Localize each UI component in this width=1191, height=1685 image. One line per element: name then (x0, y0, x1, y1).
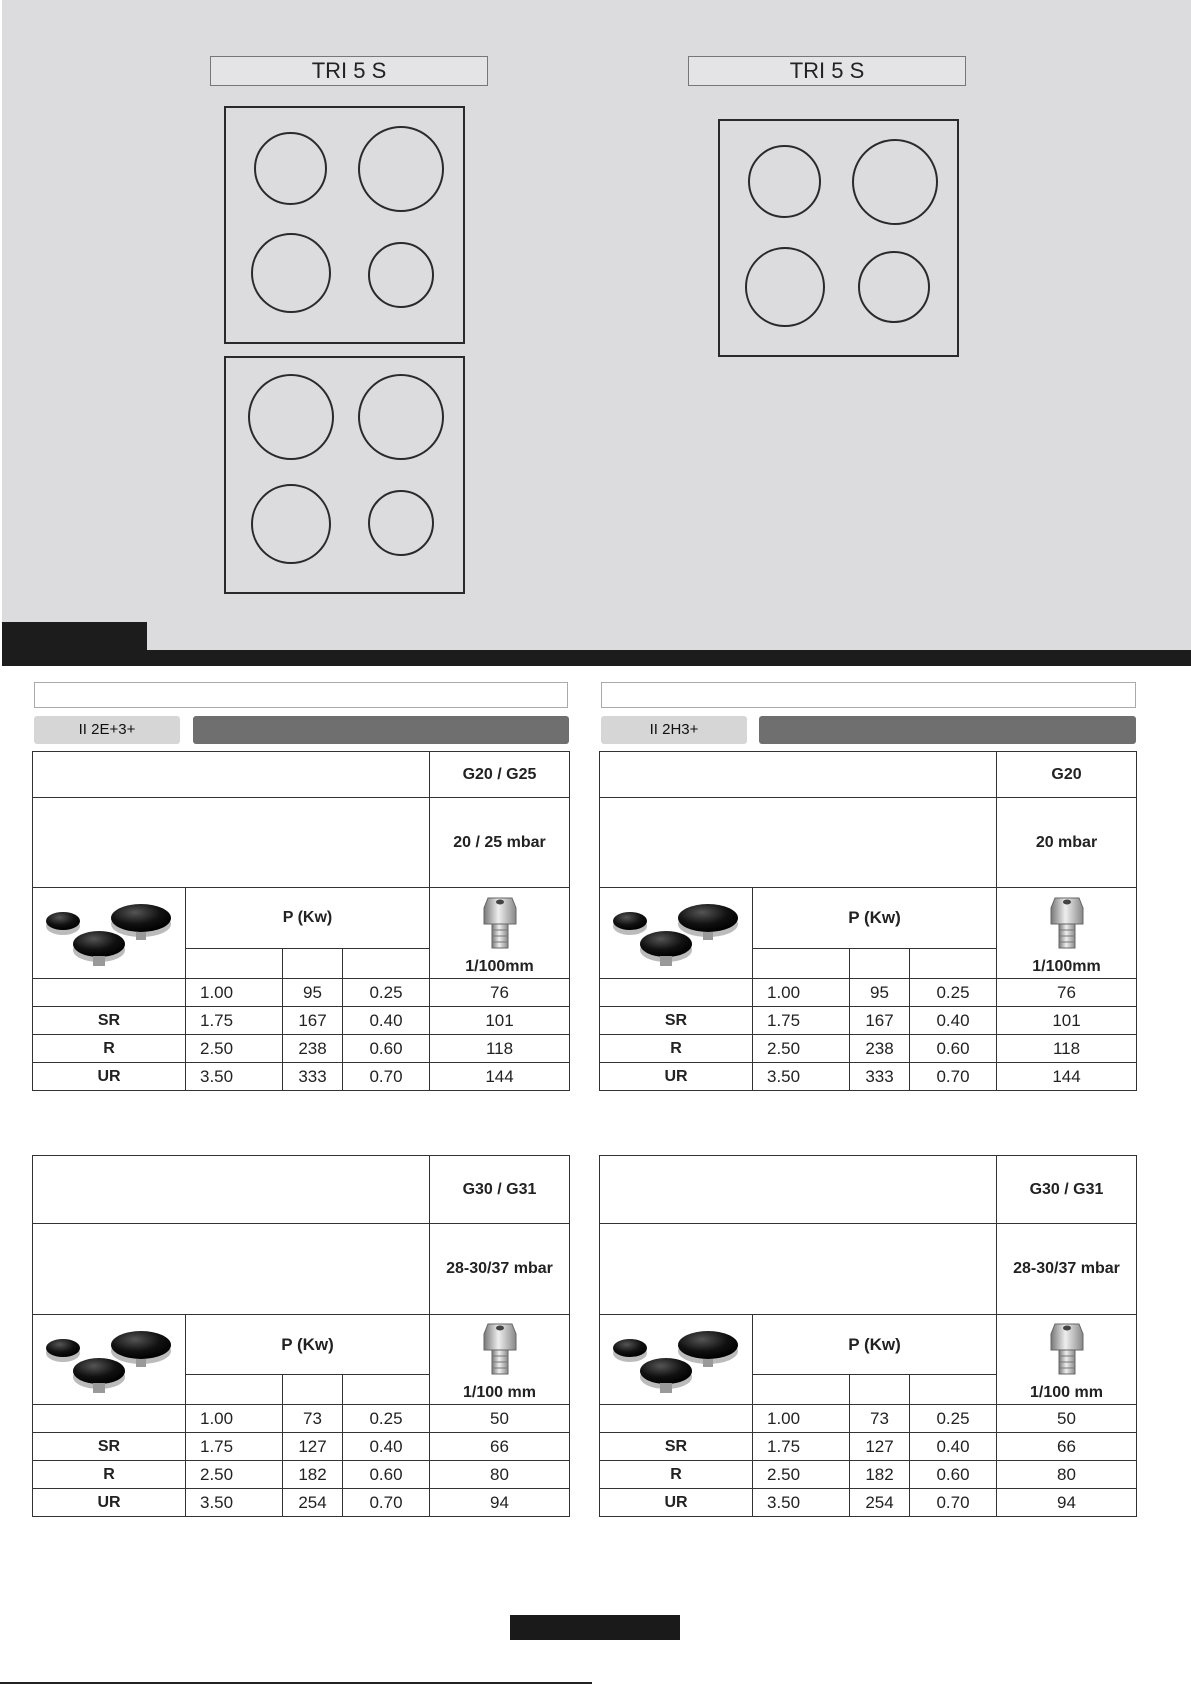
gas-category-label-right: II 2H3+ (601, 716, 747, 744)
gas-type-cell: G30 / G31 (997, 1156, 1137, 1224)
injector-cell: 94 (997, 1489, 1137, 1517)
value-cell: 0.40 (910, 1007, 997, 1035)
injector-cell: 66 (997, 1433, 1137, 1461)
burner-circle (368, 242, 434, 308)
gas-pressure-cell: 20 / 25 mbar (430, 798, 570, 888)
value-cell: 0.25 (910, 979, 997, 1007)
value-cell: 0.60 (910, 1461, 997, 1489)
burner-caps-image-cell (600, 1315, 753, 1405)
value-cell: 127 (283, 1433, 343, 1461)
hob-layout-left-top (224, 106, 465, 344)
table-row (33, 1433, 570, 1461)
value-cell: 95 (283, 979, 343, 1007)
injector-cell: 76 (997, 979, 1137, 1007)
injector-cell: 76 (430, 979, 570, 1007)
gas-category-label-left: II 2E+3+ (34, 716, 180, 744)
table-row (600, 979, 1137, 1007)
injector-cell: 144 (997, 1063, 1137, 1091)
gas-type-cell: G20 (997, 752, 1137, 798)
burner-caps-image (41, 1321, 171, 1399)
value-cell: 254 (283, 1489, 343, 1517)
subheader-cell (186, 949, 283, 979)
injector-cell: 50 (997, 1405, 1137, 1433)
burner-cell: UR (33, 1489, 186, 1517)
section-header-right (601, 682, 1136, 708)
power-kw-cell: 1.75 (753, 1433, 850, 1461)
burner-circle (368, 490, 434, 556)
burner-circle (251, 484, 331, 564)
injector-cell: 50 (430, 1405, 570, 1433)
burner-cell: SR (33, 1433, 186, 1461)
empty-header-cell (33, 1156, 430, 1224)
burner-circle (251, 233, 331, 313)
diagram-title-right: TRI 5 S (688, 56, 966, 86)
empty-header-cell (600, 752, 997, 798)
table-row (33, 1461, 570, 1489)
value-cell: 0.25 (910, 1405, 997, 1433)
value-cell: 254 (850, 1489, 910, 1517)
section-divider-bar (2, 650, 1191, 666)
injector-unit-label: 1/100mm (1032, 958, 1101, 975)
value-cell: 182 (283, 1461, 343, 1489)
burner-cell: SR (600, 1433, 753, 1461)
power-kw-cell: 1.75 (753, 1007, 850, 1035)
power-kw-cell: 2.50 (186, 1035, 283, 1063)
power-kw-cell: 2.50 (753, 1035, 850, 1063)
empty-header-cell (33, 752, 430, 798)
burner-cell: UR (600, 1063, 753, 1091)
empty-header-cell (600, 798, 997, 888)
injector-icon (1049, 894, 1085, 952)
injector-header-cell (430, 888, 570, 979)
table-row (600, 1007, 1137, 1035)
burner-caps-image-cell (33, 1315, 186, 1405)
injector-cell: 118 (430, 1035, 570, 1063)
value-cell: 333 (850, 1063, 910, 1091)
power-kw-cell: 3.50 (753, 1063, 850, 1091)
injector-unit-label: 1/100 mm (463, 1384, 536, 1401)
value-cell: 0.70 (910, 1489, 997, 1517)
power-header-cell: P (Kw) (753, 888, 997, 949)
burner-circle (745, 247, 825, 327)
diagram-panel (2, 0, 1191, 650)
injector-icon (482, 894, 518, 952)
subheader-cell (850, 949, 910, 979)
section-header-left (34, 682, 568, 708)
gas-pressure-cell: 28-30/37 mbar (430, 1224, 570, 1315)
value-cell: 167 (283, 1007, 343, 1035)
burner-cell (600, 1405, 753, 1433)
burner-cell (33, 979, 186, 1007)
injector-unit-label: 1/100mm (465, 958, 534, 975)
burner-cell (33, 1405, 186, 1433)
burner-cell: UR (33, 1063, 186, 1091)
burner-cell: SR (33, 1007, 186, 1035)
injector-table-g20 (599, 751, 1137, 1091)
subheader-cell (850, 1375, 910, 1405)
value-cell: 238 (850, 1035, 910, 1063)
injector-cell: 80 (430, 1461, 570, 1489)
value-cell: 95 (850, 979, 910, 1007)
table-row (33, 1035, 570, 1063)
value-cell: 0.25 (343, 979, 430, 1007)
table-row (600, 1063, 1137, 1091)
table-row (600, 1489, 1137, 1517)
injector-table-g30-g31-right (599, 1155, 1137, 1517)
power-kw-cell: 3.50 (186, 1063, 283, 1091)
injector-header-cell (997, 1315, 1137, 1405)
burner-caps-image (608, 1321, 738, 1399)
table-row (33, 1007, 570, 1035)
injector-table-g20-g25 (32, 751, 570, 1091)
power-header-cell: P (Kw) (186, 1315, 430, 1375)
burner-circle (358, 126, 444, 212)
value-cell: 0.60 (910, 1035, 997, 1063)
table-row (33, 1063, 570, 1091)
hob-layout-right (718, 119, 959, 357)
power-kw-cell: 1.00 (186, 1405, 283, 1433)
burner-circle (852, 139, 938, 225)
power-header-cell: P (Kw) (186, 888, 430, 949)
power-kw-cell: 2.50 (753, 1461, 850, 1489)
power-kw-cell: 1.75 (186, 1433, 283, 1461)
injector-cell: 66 (430, 1433, 570, 1461)
injector-icon (482, 1320, 518, 1378)
subheader-cell (186, 1375, 283, 1405)
table-row (600, 1433, 1137, 1461)
burner-cell: UR (600, 1489, 753, 1517)
subheader-cell (753, 949, 850, 979)
subheader-cell (753, 1375, 850, 1405)
gas-pressure-cell: 28-30/37 mbar (997, 1224, 1137, 1315)
value-cell: 0.25 (343, 1405, 430, 1433)
value-cell: 0.70 (343, 1489, 430, 1517)
injector-cell: 118 (997, 1035, 1137, 1063)
injector-header-cell (997, 888, 1137, 979)
gas-type-cell: G30 / G31 (430, 1156, 570, 1224)
injector-header-cell (430, 1315, 570, 1405)
injector-cell: 80 (997, 1461, 1137, 1489)
gas-category-bar-left (193, 716, 569, 744)
hob-layout-left-bottom (224, 356, 465, 594)
value-cell: 0.40 (343, 1433, 430, 1461)
injector-unit-label: 1/100 mm (1030, 1384, 1103, 1401)
burner-caps-image-cell (600, 888, 753, 979)
value-cell: 167 (850, 1007, 910, 1035)
page-number-block (510, 1615, 680, 1640)
burner-cell: R (33, 1035, 186, 1063)
burner-circle (254, 132, 327, 205)
burner-circle (248, 374, 334, 460)
burner-cell: R (33, 1461, 186, 1489)
value-cell: 127 (850, 1433, 910, 1461)
value-cell: 0.70 (910, 1063, 997, 1091)
table-row (33, 1489, 570, 1517)
value-cell: 182 (850, 1461, 910, 1489)
diagram-title-left: TRI 5 S (210, 56, 488, 86)
injector-cell: 101 (430, 1007, 570, 1035)
empty-header-cell (33, 798, 430, 888)
subheader-cell (283, 1375, 343, 1405)
subheader-cell (910, 1375, 997, 1405)
empty-header-cell (33, 1224, 430, 1315)
injector-cell: 101 (997, 1007, 1137, 1035)
injector-icon (1049, 1320, 1085, 1378)
subheader-cell (343, 1375, 430, 1405)
footer-rule (0, 1682, 592, 1684)
burner-cell: R (600, 1461, 753, 1489)
burner-caps-image (608, 894, 738, 972)
gas-pressure-cell: 20 mbar (997, 798, 1137, 888)
value-cell: 73 (850, 1405, 910, 1433)
empty-header-cell (600, 1224, 997, 1315)
table-row (600, 1461, 1137, 1489)
power-kw-cell: 1.75 (186, 1007, 283, 1035)
burner-circle (858, 251, 930, 323)
burner-cell (600, 979, 753, 1007)
burner-cell: SR (600, 1007, 753, 1035)
burner-circle (358, 374, 444, 460)
power-kw-cell: 3.50 (186, 1489, 283, 1517)
table-row (600, 1405, 1137, 1433)
injector-cell: 144 (430, 1063, 570, 1091)
power-kw-cell: 3.50 (753, 1489, 850, 1517)
value-cell: 333 (283, 1063, 343, 1091)
table-row (600, 1035, 1137, 1063)
value-cell: 0.70 (343, 1063, 430, 1091)
injector-cell: 94 (430, 1489, 570, 1517)
burner-cell: R (600, 1035, 753, 1063)
value-cell: 0.60 (343, 1035, 430, 1063)
value-cell: 0.60 (343, 1461, 430, 1489)
subheader-cell (910, 949, 997, 979)
injector-table-g30-g31-left (32, 1155, 570, 1517)
power-kw-cell: 1.00 (753, 1405, 850, 1433)
value-cell: 73 (283, 1405, 343, 1433)
subheader-cell (283, 949, 343, 979)
value-cell: 0.40 (910, 1433, 997, 1461)
subheader-cell (343, 949, 430, 979)
empty-header-cell (600, 1156, 997, 1224)
gas-type-cell: G20 / G25 (430, 752, 570, 798)
power-header-cell: P (Kw) (753, 1315, 997, 1375)
power-kw-cell: 1.00 (186, 979, 283, 1007)
power-kw-cell: 1.00 (753, 979, 850, 1007)
power-kw-cell: 2.50 (186, 1461, 283, 1489)
table-row (33, 979, 570, 1007)
gas-category-bar-right (759, 716, 1136, 744)
burner-caps-image-cell (33, 888, 186, 979)
burner-caps-image (41, 894, 171, 972)
table-row (33, 1405, 570, 1433)
burner-circle (748, 145, 821, 218)
value-cell: 238 (283, 1035, 343, 1063)
value-cell: 0.40 (343, 1007, 430, 1035)
